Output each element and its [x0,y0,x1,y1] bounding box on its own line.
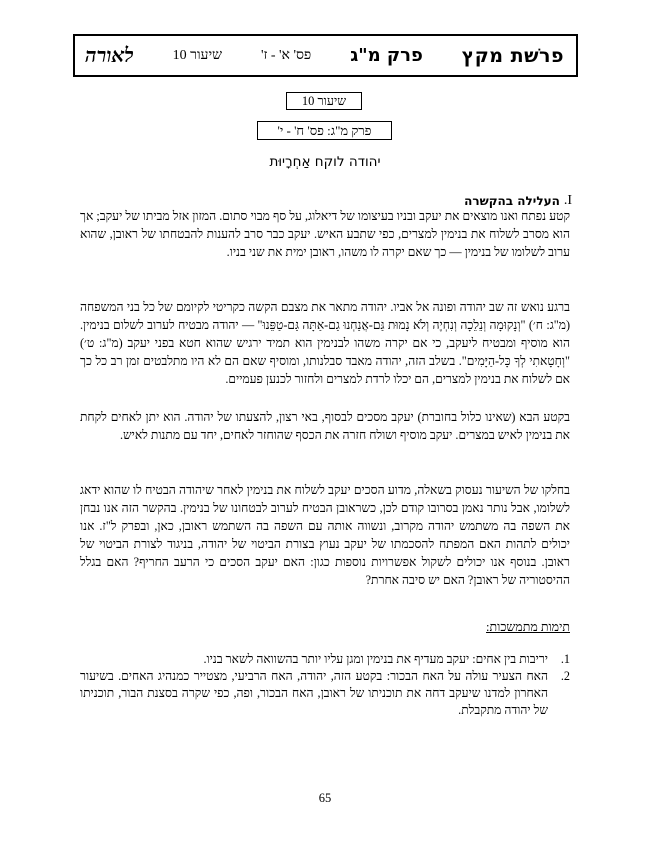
section-number: I. [563,193,572,208]
list-item [80,651,570,668]
paragraph: בקטע הבא (שאינו כלול בחוברת) יעקב מסכים לבסוף, באי רצון, להצעתו של יהודה. הוא יתן לאחים לקחת את בנימין לאיש במצרים. יעקב מוסיף ושולח חזרה את הכסף שהוחזר לאחים, יחד עם מתנות לאיש. [80,410,570,442]
list-item [80,668,570,719]
list-text: יריבות בין אחים: יעקב מעדיף את בנימין ומגן עליו יותר בהשוואה לשאר בניו. [203,652,548,666]
chapter-title: פרק מ"ג [350,45,423,66]
section-title: העלילה בהקשרה [464,194,560,208]
lesson-box: שיעור 10 [286,92,362,110]
page-number: 65 [318,791,332,805]
parasha-title: פרשׁת מקץ [461,44,564,67]
verses-label: פס' א' - ז' [260,47,312,63]
themes-heading: תימות מתמשכות: [486,620,570,634]
chapter-box: פרק מ"ג: פס' ח' - י' [257,121,392,140]
list-number: 1. [560,652,570,666]
header-box [73,34,578,77]
list-number: 2. [560,669,570,683]
themes-list [80,651,570,719]
logo: לאורה [85,43,134,67]
paragraph: בחלקו של השיעור נעסוק בשאלה, מדוע הסכים יעקב לשלוח את בנימין לאחר שיהודה הבטיח לו שהוא ידאג לשלומו, אבל נותר נאמן בסרובו קודם לכן, כשראובן הבטיח לערוב לבטחונו של בנימין. בהקשר הזה אנו נבחן את השפה בה משתמש יהודה מקרוב, ונשווה אותה עם השפה בה השתמש ראובן, כאן, ובפרק ל"ז. אנו יכולים לתהות האם המפתח להסכמתו של יעקב נעוץ בצורת הביטוי של יהודה, בניגוד לצורת הביטוי של ראובן. בנוסף אנו יכולים לשקול אפשרויות נוספות כגון: האם יעקב הסכים כי הרעב החריף? האם בגלל ההיסטוריה של ראובן? האם יש סיבה אחרת? [80,483,570,587]
paragraph: ברגע נואש זה שב יהודה ופונה אל אביו. יהודה מתאר את מצבם הקשה כקריטי לקיומם של כל בני המשפחה (מ"ג: ח׳) "וְנָקוּמָה וְנֵלֵכָה וְנִחְיֶה וְלֹא נָמוּת גַּם-אֲנַחְנוּ גַם-אַתָּה גַּם-טַפֵּנוּ" — יהודה מבטיח לערוב לשלום בנימין. הוא מוסיף ומבטיח ליעקב, כי אם יקרה משהו לבנימין הוא תמיד ירגיש שהוא חטא בפני יעקב (מ"ג: ט׳) "וְחָטָאתִי לְךָ כָּל-הַיָּמִים". בשלב הזה, יהודה מאבד סבלנותו, ומוסיף שאם הם לא היו מתלבטים זמן רב כל כך אם לשלוח את בנימין למצרים, הם יכלו לרדת למצרים ולחזור לכנען פעמיים. [80,300,570,386]
lesson-label: שיעור 10 [172,47,223,63]
page-subtitle: יהודה לוקח אַחְרָיוּת [269,154,381,170]
list-text: האח הצעיר עולה על האח הבכור: בקטע הזה, יהודה, האח הרביעי, מצטייר כמנהיג האחים. בשיעור האחרון למדנו שיעקב דחה את תוכניתו של ראובן, האח הבכור, ופה, כפי שקרה בסצנת הבור, תוכניתו של יהודה מתקבלת. [80,669,548,717]
paragraph: קטע נפתח ואנו מוצאים את יעקב ובניו בעיצומו של דיאלוג, על סף מבוי סתום. המזון אזל מביתו של יעקב; אך הוא מסרב לשלוח את בנימין למצרים, כפי שתבע האיש. יעקב כבר סרב להענות להבטחתו של ראובן, שהוא ערוב לשלומו של בנימין — כך שאם יקרה לו משהו, ראובן ימית את שני בניו. [80,209,570,259]
